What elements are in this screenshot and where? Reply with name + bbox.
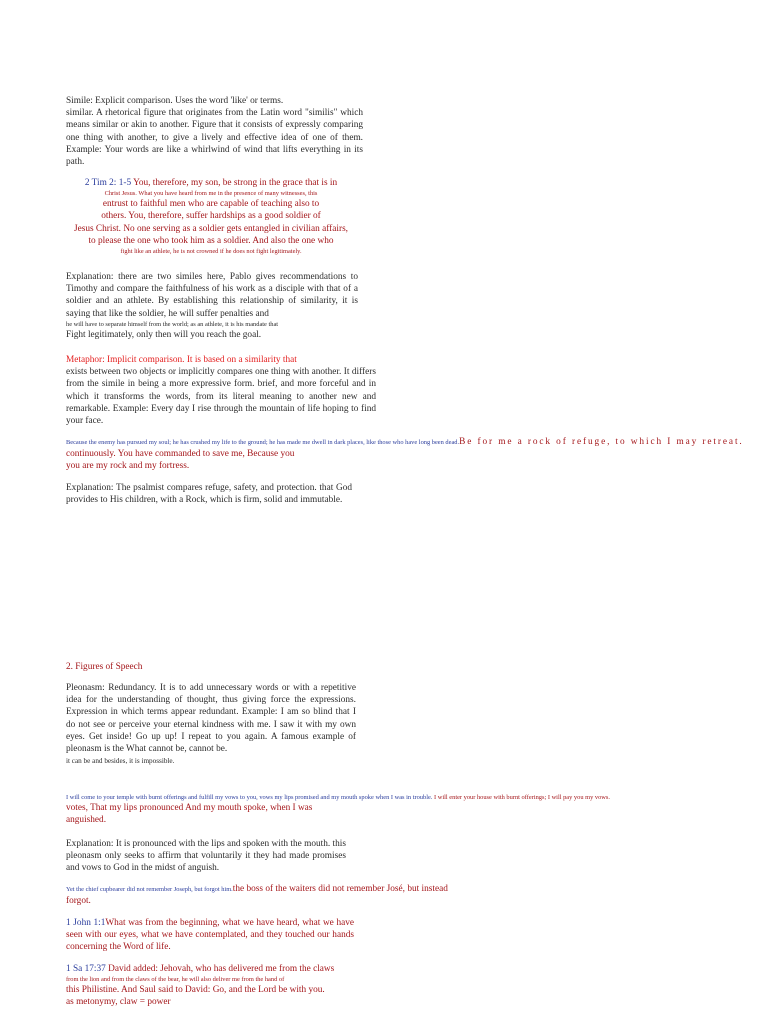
metaphor-body: exists between two objects or implicitly compares one thing with another. It differs from the simile in being a more expressive form. brief, and more forceful and in which it transforms the words, from its literal meaning to another new and remarkable. Example: Every day I rise through the mountain of life hoping to find your face. — [66, 367, 376, 427]
explanation-3 — [66, 838, 346, 875]
psalm-line-2: continuously. You have commanded to save me, Because you — [66, 449, 295, 460]
simile-heading: Simile: Explicit comparison. Uses the word 'like' or terms. — [66, 96, 284, 106]
samuel-line-4: as metonymy, claw = power — [66, 997, 171, 1008]
tim-quote — [66, 177, 356, 256]
explanation-1-body: Explanation: there are two similes here, Pablo gives recommendations to Timothy and compare the faithfulness of his work as a disciple with that of a soldier and an athlete. By establishing this relationship of similarity, it is saying that like the soldier, he will suffer penalties and — [66, 272, 358, 319]
genesis-line-2: forgot. — [66, 896, 91, 907]
simile-body: similar. A rhetorical figure that originates from the Latin word "similis" which means similar or akin to another. Figure that it consists of expressly comparing one thing with another, to give a lively and effective idea of one of them. Example: Your words are like a whirlwind of wind that lifts everything in its path. — [66, 108, 363, 168]
samuel-ref: 1 Sa 17:37 — [66, 964, 106, 974]
tim-line-6: to please the one who took him as a soldier. And also the one who — [88, 235, 334, 246]
pleonasm-end: it can be and besides, it is impossible. — [66, 757, 175, 766]
tim-line-2: Christ Jesus. What you have heard from me in the presence of many witnesses, this — [104, 190, 318, 198]
samuel-line-2: from the lion and from the claws of the bear, he will also deliver me from the hand of — [66, 976, 285, 984]
vows-line-3: anguished. — [66, 815, 107, 826]
vows-line-1 — [66, 793, 768, 802]
genesis-quote — [66, 883, 526, 907]
explanation-1-end: Fight legitimately, only then will you reach the goal. — [66, 329, 262, 340]
explanation-1 — [66, 271, 358, 341]
vows-quote — [66, 793, 768, 826]
tim-line-4: others. You, therefore, suffer hardships as a good soldier of — [101, 211, 321, 222]
vows-line-2: votes, That my lips pronounced And my mouth spoke, when I was — [66, 803, 313, 813]
figures-heading: 2. Figures of Speech — [66, 662, 143, 672]
figures-section — [66, 661, 366, 673]
john-body: 1 John 1:1What was from the beginning, what we have heard, what we have seen with our eyes, what we have contemplated, and they touched our hands concerning the Word of life. — [66, 918, 354, 953]
tim-line-3: entrust to faithful men who are capable of teaching also to — [102, 199, 320, 210]
tim-ref: 2 Tim 2: 1-5 — [84, 178, 132, 188]
psalm-small: Because the enemy has pursued my soul; he has crushed my life to the ground; he has made me dwell in dark places, like those who have long been dead. — [66, 439, 460, 446]
metaphor-heading: Metaphor: Implicit comparison. It is based on a similarity that — [66, 355, 297, 365]
explanation-2 — [66, 482, 352, 506]
metaphor-section — [66, 354, 376, 427]
psalm-big: Be for me a rock of refuge, to which I may retreat. — [459, 437, 744, 447]
samuel-line-1: 1 Sa 17:37 David added: Jehovah, who has delivered me from the claws — [66, 964, 335, 974]
john-ref: 1 John 1:1 — [66, 918, 106, 928]
psalm-quote — [66, 436, 768, 473]
samuel-line-3: this Philistine. And Saul said to David: Go, and the Lord be with you. — [66, 985, 325, 996]
tim-line-7: fight like an athlete, he is not crowned if he does not fight legitimately. — [120, 248, 302, 256]
explanation-1-small: he will have to separate himself from the world; as an athlete, it is his mandate that — [66, 320, 279, 328]
explanation-2-body: Explanation: The psalmist compares refuge, safety, and protection. that God provides to His children, with a Rock, which is firm, solid and immutable. — [66, 483, 352, 506]
explanation-3-body: Explanation: It is pronounced with the lips and spoken with the mouth. this pleonasm only seeks to affirm that voluntarily it they had made promises and vows to God in the midst of anguish. — [66, 839, 346, 874]
simile-section — [66, 95, 363, 168]
tim-line-5: Jesus Christ. No one serving as a soldier gets entangled in civilian affairs, — [73, 223, 349, 234]
vows-tail: I will enter your house with burnt offerings; I will pay you my vows. — [432, 794, 610, 801]
john-quote — [66, 917, 354, 954]
psalm-line-1 — [66, 436, 768, 448]
genesis-small: Yet the chief cupbearer did not remember Joseph, but forgot him. — [66, 886, 233, 893]
genesis-line-1 — [66, 883, 526, 895]
vows-small: I will come to your temple with burnt offerings and fulfill my vows to you, vows my lips promised and my mouth spoke when I was in trouble. — [66, 794, 433, 801]
pleonasm-body: Pleonasm: Redundancy. It is to add unnecessary words or with a repetitive idea for the understanding of thought, thus giving force the expressions. Expression in which terms appear redundant. Example: I am so blind that I do not see or perceive your eternal kindness with me. I saw it with my own eyes. Get inside! Go up up! I repeat to you again. A famous example of pleonasm is the What cannot be, cannot be. — [66, 683, 356, 755]
psalm-line-3: you are my rock and my fortress. — [66, 461, 190, 472]
tim-line-1: 2 Tim 2: 1-5 You, therefore, my son, be strong in the grace that is in — [84, 178, 338, 188]
genesis-big: the boss of the waiters did not remember José, but instead — [232, 884, 448, 894]
samuel-quote — [66, 963, 376, 1009]
pleonasm-section — [66, 682, 356, 767]
